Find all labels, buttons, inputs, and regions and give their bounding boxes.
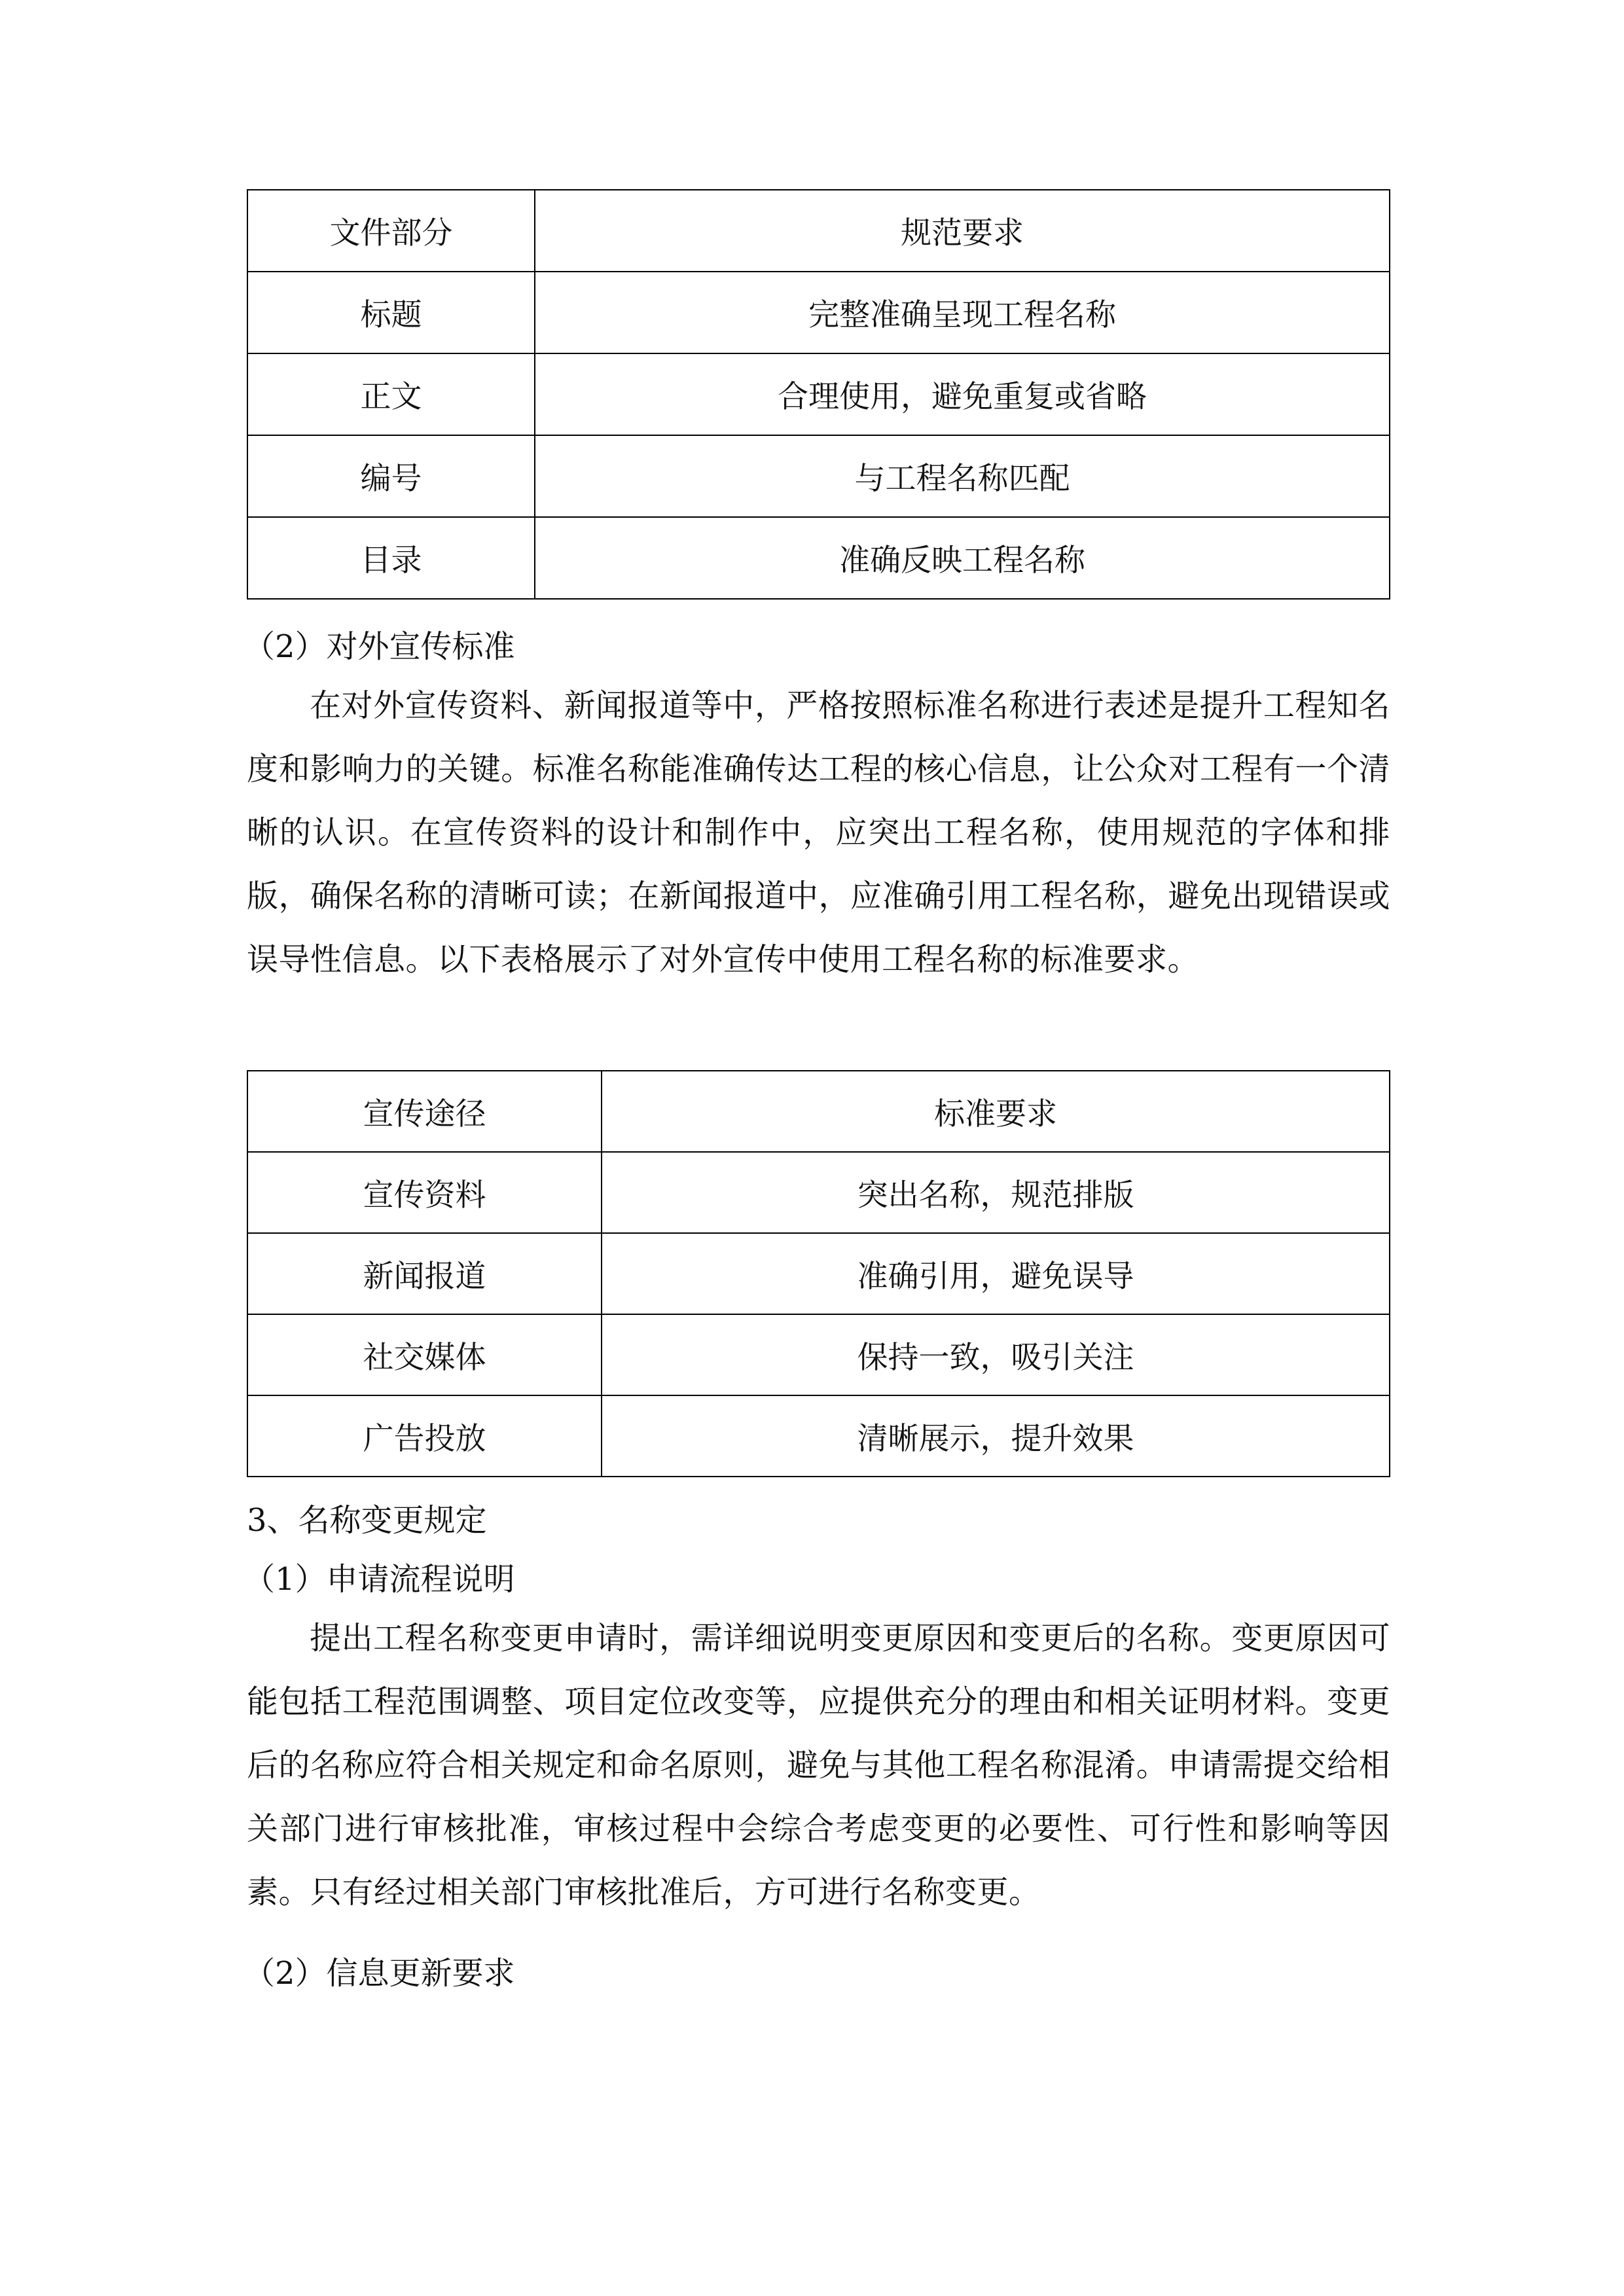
table-cell: 突出名称，规范排版 <box>602 1152 1390 1233</box>
table-cell: 合理使用，避免重复或省略 <box>535 353 1390 435</box>
table-header-row <box>247 190 1390 272</box>
section-heading: 3、名称变更规定 <box>247 1502 487 1539</box>
document-naming-table <box>247 189 1390 600</box>
table-cell: 准确反映工程名称 <box>535 517 1390 599</box>
table-row <box>247 1152 1390 1233</box>
header-cell: 宣传途径 <box>247 1071 602 1152</box>
subsection-heading: （1）申请流程说明 <box>244 1561 515 1598</box>
table-row <box>247 517 1390 599</box>
table-cell: 正文 <box>247 353 535 435</box>
table-cell: 新闻报道 <box>247 1233 602 1314</box>
table-cell: 标题 <box>247 272 535 353</box>
table-cell: 编号 <box>247 435 535 517</box>
header-cell: 文件部分 <box>247 190 535 272</box>
table-cell: 准确引用，避免误导 <box>602 1233 1390 1314</box>
table-row <box>247 1233 1390 1314</box>
table-cell: 完整准确呈现工程名称 <box>535 272 1390 353</box>
table-cell: 保持一致，吸引关注 <box>602 1314 1390 1395</box>
section-heading: （2）对外宣传标准 <box>244 628 515 665</box>
table-row <box>247 272 1390 353</box>
paragraph: 在对外宣传资料、新闻报道等中，严格按照标准名称进行表述是提升工程知名度和影响力的关键。标准名称能准确传达工程的核心信息，让公众对工程有一个清晰的认识。在宣传资料的设计和制作中，应突出工程名称，使用规范的字体和排版，确保名称的清晰可读；在新闻报道中，应准确引用工程名称，避免出现错误或误导性信息。以下表格展示了对外宣传中使用工程名称的标准要求。 <box>247 687 1390 978</box>
header-cell: 标准要求 <box>602 1071 1390 1152</box>
table-cell: 目录 <box>247 517 535 599</box>
table-cell: 宣传资料 <box>247 1152 602 1233</box>
paragraph: 提出工程名称变更申请时，需详细说明变更原因和变更后的名称。变更原因可能包括工程范围调整、项目定位改变等，应提供充分的理由和相关证明材料。变更后的名称应符合相关规定和命名原则，避免与其他工程名称混淆。申请需提交给相关部门进行审核批准，审核过程中会综合考虑变更的必要性、可行性和影响等因素。只有经过相关部门审核批准后，方可进行名称变更。 <box>247 1620 1390 1910</box>
publicity-standards-table <box>247 1070 1390 1477</box>
table-row <box>247 353 1390 435</box>
table-cell: 社交媒体 <box>247 1314 602 1395</box>
table-row <box>247 1314 1390 1395</box>
header-cell: 规范要求 <box>535 190 1390 272</box>
table-row <box>247 435 1390 517</box>
table-row <box>247 1395 1390 1477</box>
table-cell: 清晰展示，提升效果 <box>602 1395 1390 1477</box>
table-cell: 广告投放 <box>247 1395 602 1477</box>
table-cell: 与工程名称匹配 <box>535 435 1390 517</box>
table-header-row <box>247 1071 1390 1152</box>
subsection-heading: （2）信息更新要求 <box>244 1955 515 1992</box>
